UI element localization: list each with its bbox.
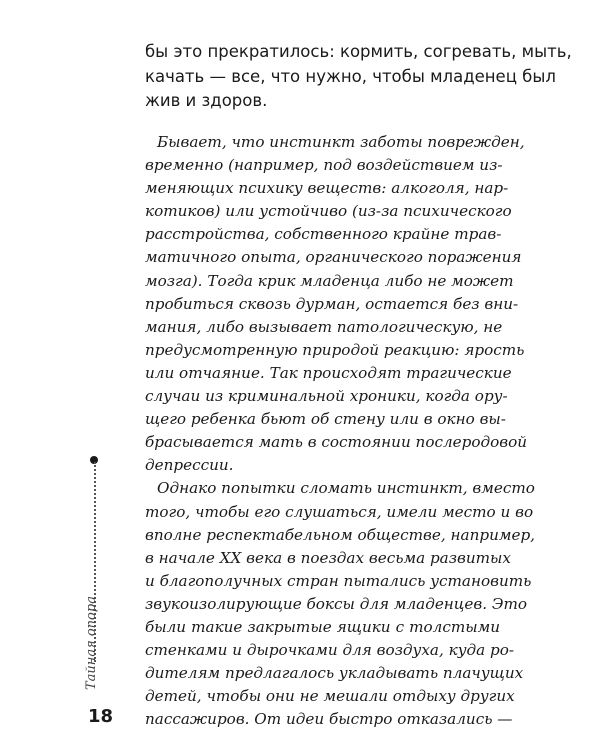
text-line: вполне респектабельном обществе, например, bbox=[145, 525, 535, 544]
text-line: Бывает, что инстинкт заботы поврежден, bbox=[157, 133, 525, 151]
italic-text-block bbox=[145, 131, 535, 731]
text-line: в начале XX века в поездах весьма развитых bbox=[145, 548, 511, 567]
text-line: пробиться сквозь дурман, остается без вни- bbox=[145, 294, 519, 313]
text-line: мания, либо вызывает патологическую, не bbox=[145, 317, 503, 336]
text-line: и благополучных стран пытались установить bbox=[145, 571, 532, 590]
paragraph-1 bbox=[145, 131, 528, 477]
text-line: детей, чтобы они не мешали отдыху других bbox=[145, 687, 515, 706]
text-line: стенками и дырочками для воздуха, куда ро- bbox=[145, 641, 515, 660]
text-line: или отчаяние. Так происходят трагические bbox=[145, 363, 512, 382]
lead-paragraph bbox=[145, 40, 572, 114]
text-line: жив и здоров. bbox=[145, 91, 268, 110]
text-line: матичного опыта, органического поражения bbox=[145, 248, 522, 267]
text-line: качать — все, что нужно, чтобы младенец был bbox=[145, 66, 556, 86]
text-line: были такие закрытые ящики с толстыми bbox=[145, 617, 500, 636]
text-line: брасывается мать в состоянии послеродовой bbox=[145, 433, 528, 452]
text-line: звукоизолирующие боксы для младенцев. Это bbox=[145, 594, 528, 613]
text-line: мозга). Тогда крик младенца либо не может bbox=[145, 271, 514, 290]
paragraph-2 bbox=[145, 477, 535, 731]
text-line: того, чтобы его слушаться, имели место и во bbox=[145, 502, 534, 521]
text-line: депрессии. bbox=[145, 456, 234, 475]
page-number: 18 bbox=[88, 706, 114, 727]
text-line: котиков) или устойчиво (из-за психического bbox=[145, 202, 512, 221]
text-line: Однако попытки сломать инстинкт, вместо bbox=[157, 479, 535, 498]
text-line: случаи из криминальной хроники, когда ору- bbox=[145, 387, 508, 406]
running-title: Тайная опора bbox=[84, 596, 99, 690]
text-line: предусмотренную природой реакцию: ярость bbox=[145, 340, 525, 359]
text-line: пассажиров. От идеи быстро отказались — bbox=[145, 710, 513, 729]
text-line: бы это прекратилось: кормить, согревать, мыть, bbox=[145, 42, 572, 61]
text-line: расстройства, собственного крайне трав- bbox=[145, 225, 502, 244]
text-line: меняющих психику веществ: алкоголя, нар- bbox=[145, 179, 509, 198]
text-line: временно (например, под воздействием из- bbox=[145, 156, 503, 175]
text-line: щего ребенка бьют об стену или в окно вы- bbox=[145, 410, 506, 429]
text-line: дителям предлагалось укладывать плачущих bbox=[145, 664, 524, 683]
